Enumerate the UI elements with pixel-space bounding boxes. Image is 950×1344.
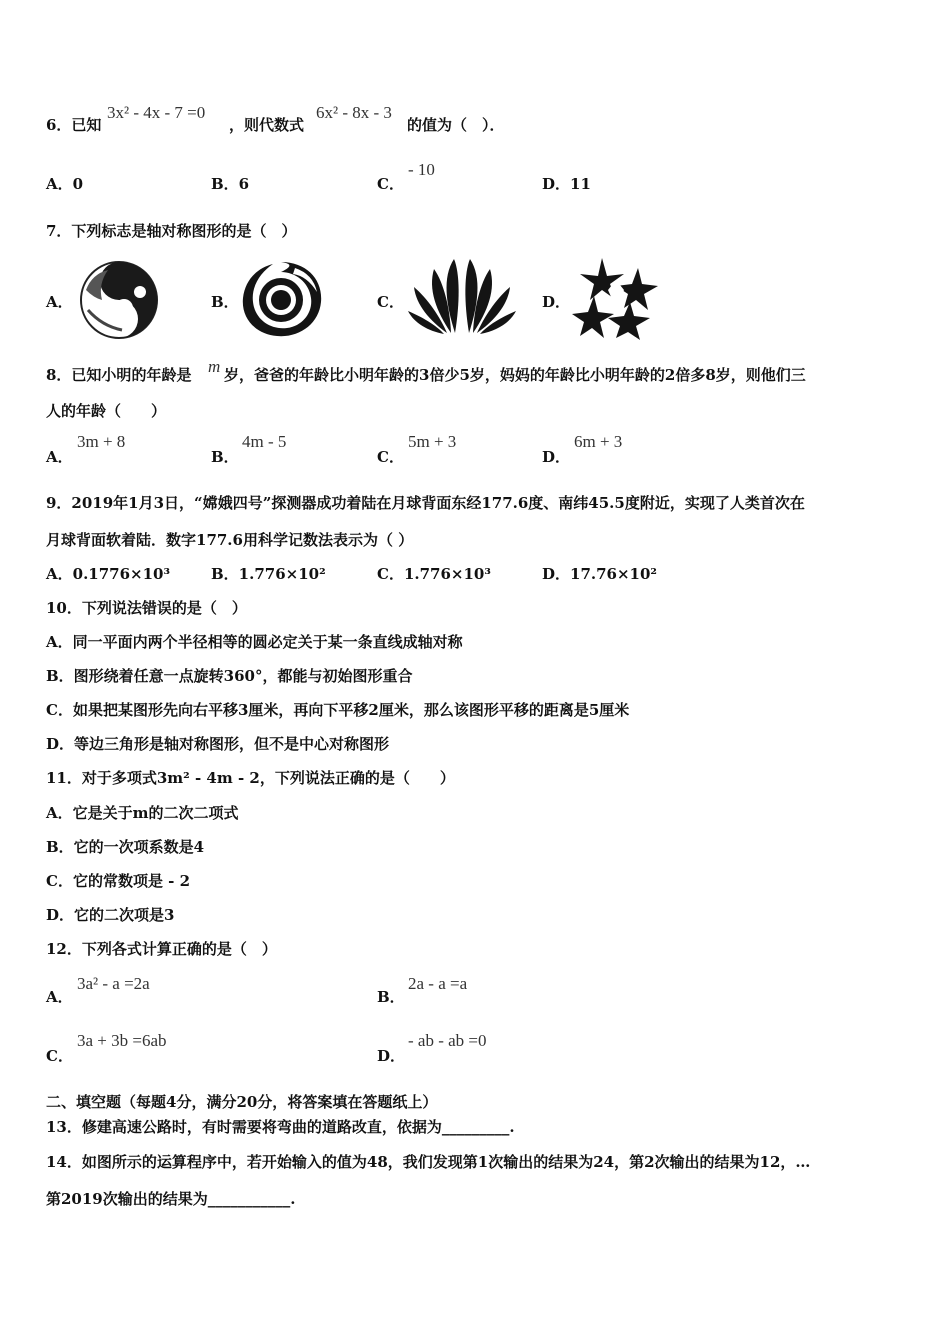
petal-fan-logo [406,255,518,337]
q12-text: 12．下列各式计算正确的是（ ） [46,940,277,958]
q9-line1: 9．2019年1月3日，“嫦娥四号”探测器成功着陆在月球背面东经177.6度、南纬45.5度附近，实现了人类首次在 [46,494,805,512]
q6-prefix: 6．已知 [46,116,102,134]
q7-text: 7．下列标志是轴对称图形的是（ ） [46,222,297,240]
q14-line2: 第2019次输出的结果为___________. [46,1190,296,1208]
q10-option-a: A．同一平面内两个半径相等的圆必定关于某一条直线成轴对称 [46,633,463,651]
q6-option-c: C． [377,175,404,193]
q12-option-c: 3a + 3b =6ab [77,1031,167,1050]
q9-line2: 月球背面软着陆．数字177.6用科学记数法表示为（ ） [46,531,414,549]
q7-label-d: D． [542,293,571,311]
q6-option-d: D．11 [542,175,591,193]
q6-tail: 的值为（ ）． [407,116,505,134]
q8-option-a: 3m + 8 [77,432,126,451]
q14-line1: 14．如图所示的运算程序中，若开始输入的值为48，我们发现第1次输出的结果为24，第2次输出的结果为12，… [46,1153,811,1171]
yin-yang-style-logo [78,260,160,340]
q10-text: 10．下列说法错误的是（ ） [46,599,247,617]
q8-option-c: 5m + 3 [408,432,457,451]
q8-label-c: C． [377,448,404,466]
q6-middle: ，则代数式 [229,116,305,134]
q6-option-c-value: - 10 [408,160,435,179]
q12-label-b: B． [377,988,405,1006]
q11-option-a: A．它是关于m的二次二项式 [46,804,239,822]
q12-label-a: A． [46,988,73,1006]
q8-label-d: D． [542,448,571,466]
q7-label-a: A． [46,293,73,311]
q8-option-b: 4m - 5 [242,432,287,451]
q7-label-c: C． [377,293,404,311]
q8-line1-part1: 8．已知小明的年龄是 [46,366,192,384]
q8-label-b: B． [211,448,239,466]
swirl-ring-logo [237,258,325,340]
q11-option-c: C．它的常数项是 - 2 [46,872,191,890]
q11-option-d: D．它的二次项是3 [46,906,175,924]
q8-line2: 人的年龄（ ） [46,402,167,420]
q6-option-a: A．0 [46,175,84,193]
q10-option-c: C．如果把某图形先向右平移3厘米，再向下平移2厘米，那么该图形平移的距离是5厘米 [46,701,630,719]
q6-expression: 6x² - 8x - 3 [316,103,392,122]
q9-option-b: B．1.776×10² [211,565,326,583]
q8-line1-part2: 岁，爸爸的年龄比小明年龄的3倍少5岁，妈妈的年龄比小明年龄的2倍多8岁，则他们三 [224,366,806,384]
q11-option-b: B．它的一次项系数是4 [46,838,205,856]
q9-option-c: C．1.776×10³ [377,565,491,583]
q7-label-b: B． [211,293,239,311]
section-title-fill-in: 二、填空题（每题4分，满分20分，将答案填在答题纸上） [46,1093,438,1111]
q9-option-d: D．17.76×10² [542,565,657,583]
q10-option-d: D．等边三角形是轴对称图形，但不是中心对称图形 [46,735,390,753]
q13-text: 13．修建高速公路时，有时需要将弯曲的道路改直，依据为_________. [46,1118,515,1136]
q12-option-b: 2a - a =a [408,974,468,993]
q9-option-a: A．0.1776×10³ [46,565,171,583]
q8-label-a: A． [46,448,73,466]
q6-option-b: B．6 [211,175,250,193]
q8-option-d: 6m + 3 [574,432,623,451]
q12-option-d: - ab - ab =0 [408,1031,487,1050]
q12-label-c: C． [46,1047,73,1065]
q12-option-a: 3a² - a =2a [77,974,150,993]
q6-equation: 3x² - 4x - 7 =0 [107,103,206,122]
q12-label-d: D． [377,1047,406,1065]
four-star-logo [572,256,660,340]
q8-variable: m [208,357,221,376]
q11-text: 11．对于多项式3m² - 4m - 2，下列说法正确的是（ ） [46,769,455,787]
q10-option-b: B．图形绕着任意一点旋转360°，都能与初始图形重合 [46,667,413,685]
